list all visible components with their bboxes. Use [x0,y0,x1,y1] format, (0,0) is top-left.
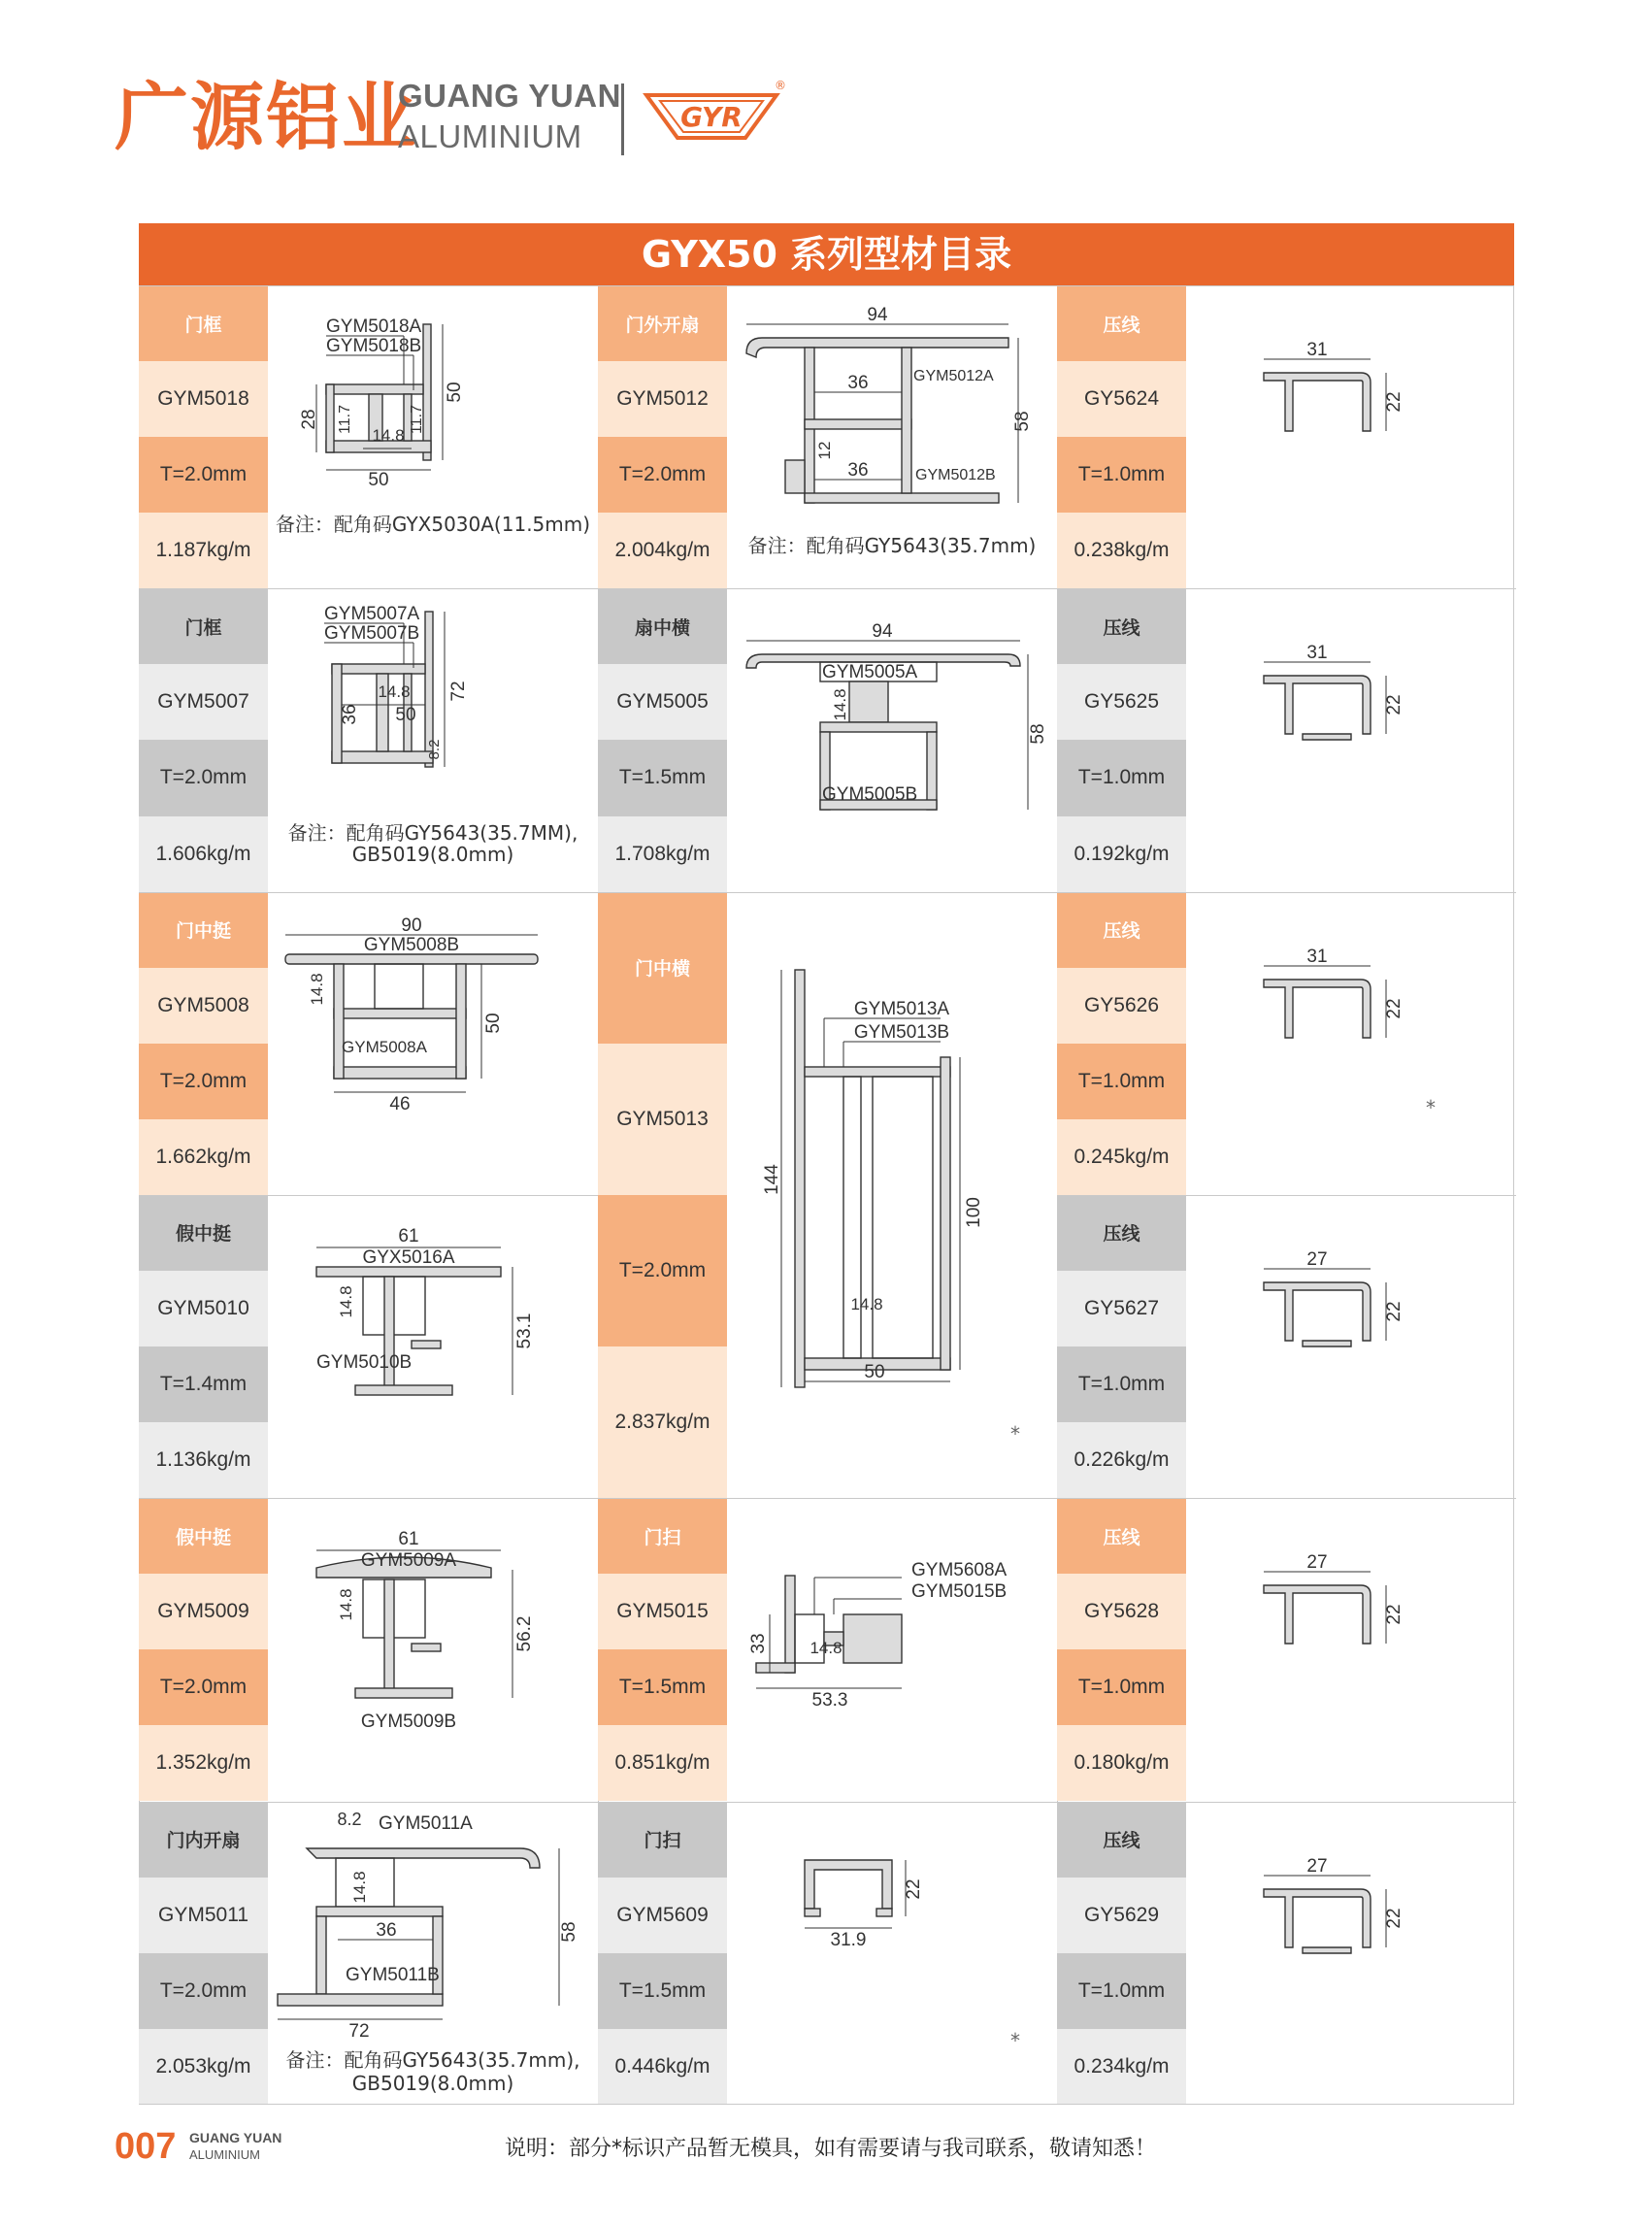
profile-drawing [278,1800,588,2043]
profile-weight: 1.352kg/m [139,1725,268,1801]
profile-drawing [737,295,1047,518]
dimension-label: 36 [847,460,869,481]
dimension-label: 31 [1306,643,1328,664]
profile-name: 压线 [1057,285,1186,361]
row-border [139,588,598,589]
dimension-label: 22 [1384,391,1404,413]
profile-weight: 1.708kg/m [598,816,727,892]
bead-profile-drawing [1254,643,1448,792]
registered-mark: ® [775,79,786,92]
profile-weight: 0.245kg/m [1057,1119,1186,1195]
bead-profile-drawing [1254,1248,1448,1399]
profile-part [1264,373,1371,431]
profile-code: GYM5013 [598,1044,727,1195]
row-border [1057,1498,1516,1499]
profile-part [334,1067,466,1079]
profile-name: 假中挺 [139,1195,268,1271]
profile-name: 门扫 [598,1802,727,1878]
dimension-label: 14.8 [308,973,326,1006]
profile-part [278,1994,443,2006]
profile-part [1264,980,1371,1038]
dimension-label: 14.8 [350,1870,369,1904]
dimension-label: 14.8 [378,682,411,702]
dimension-label: 8.2 [337,1809,362,1829]
dimension-label: 22 [1384,998,1404,1019]
profile-code: GYM5609 [598,1878,727,1953]
row-border [1057,1802,1516,1803]
profile-code: GYM5012 [598,361,727,437]
profile-code: GY5628 [1057,1574,1186,1649]
profile-name: 门中挺 [139,892,268,968]
profile-code: GYM5011 [139,1878,268,1953]
dimension-label: 50 [864,1361,885,1382]
profile-thickness: T=1.5mm [598,1649,727,1725]
profile-part [927,732,937,810]
profile-thickness: T=1.0mm [1057,1346,1186,1422]
profile-weight: 1.662kg/m [139,1119,268,1195]
profile-thickness: T=2.0mm [139,1649,268,1725]
profile-thickness: T=1.4mm [139,1346,268,1422]
profile-part [1264,1282,1371,1341]
catalog-title: GYX50 系列型材目录 [139,223,1514,285]
dimension-label: 94 [867,305,888,325]
profile-drawing [299,305,501,509]
profile-part [785,1576,795,1673]
part-label: GYM5013A [853,998,950,1019]
dimension-label: 14.8 [372,426,405,445]
profile-weight: 1.136kg/m [139,1422,268,1498]
profile-part [412,1341,441,1348]
profile-part [843,1614,902,1663]
profile-name: 门框 [139,588,268,664]
profile-thickness: T=2.0mm [139,1953,268,2029]
brand-header [115,76,988,163]
dimension-label: 22 [904,1878,924,1900]
table-border [139,285,1514,286]
profile-drawing [307,598,501,802]
row-border [598,1498,1057,1499]
profile-part [849,681,888,722]
profile-part [332,751,433,763]
row-border [139,1498,598,1499]
dimension-label: 61 [398,1225,419,1246]
no-mold-star: * [1426,1095,1436,1119]
profile-thickness: T=2.0mm [139,437,268,513]
profile-part [384,1579,394,1696]
dimension-label: 36 [340,704,360,725]
profile-drawing [297,1205,549,1438]
profile-part [876,1909,892,1916]
profile-weight: 0.180kg/m [1057,1725,1186,1801]
profile-weight: 2.053kg/m [139,2029,268,2105]
profile-weight: 2.004kg/m [598,513,727,588]
profile-name: 压线 [1057,1802,1186,1878]
profile-code: GY5629 [1057,1878,1186,1953]
bead-profile-drawing [1254,1855,1448,2006]
dimension-label: 22 [1384,1604,1404,1625]
dimension-label: 27 [1306,1552,1328,1574]
profile-name: 压线 [1057,588,1186,664]
profile-drawing [762,950,999,1407]
profile-name: 压线 [1057,892,1186,968]
profile-part [326,384,334,452]
profile-part [334,964,344,1079]
profile-part [334,1009,466,1018]
dimension-label: 12 [815,441,834,460]
part-label: GYM5018A [326,316,422,337]
profile-thickness: T=2.0mm [598,1195,727,1346]
profile-name: 压线 [1057,1195,1186,1271]
profile-weight: 1.606kg/m [139,816,268,892]
part-label: GYM5005A [822,662,918,683]
part-label: GYM5012A [913,368,994,384]
profile-part [332,664,425,674]
row-border [139,1195,598,1196]
profile-part [746,338,1008,357]
dimension-label: 11.7 [409,405,425,434]
dimension-label: 100 [964,1196,984,1228]
bead-profile-drawing [1254,946,1448,1096]
bead-profile-drawing [1254,1552,1448,1702]
dimension-label: 27 [1306,1855,1328,1877]
profile-part [805,493,999,503]
profile-code: GYM5005 [598,664,727,740]
profile-part [316,1916,326,1994]
part-label: GYM5013B [853,1021,950,1043]
part-label: GYM5005B [822,784,918,806]
row-border [598,588,1057,589]
dimension-label: 50 [445,382,465,403]
table-border [139,2104,1514,2105]
profile-name: 压线 [1057,1498,1186,1574]
profile-part [285,954,538,964]
profile-thickness: T=1.0mm [1057,1953,1186,2029]
footer-brand-line1: GUANG YUAN [189,2130,282,2145]
dimension-label: 56.2 [514,1615,535,1652]
dimension-label: 58 [1012,411,1033,432]
profile-code: GY5626 [1057,968,1186,1044]
dimension-label: 144 [762,1163,782,1195]
dimension-label: 53.1 [514,1313,535,1349]
profile-code: GY5624 [1057,361,1186,437]
dimension-label: 22 [1384,1907,1404,1929]
profile-thickness: T=2.0mm [139,1044,268,1119]
row-border [1057,1195,1516,1196]
brand-mark-icon [639,78,784,155]
profile-thickness: T=1.0mm [1057,1044,1186,1119]
profile-thickness: T=1.0mm [1057,740,1186,815]
profile-code: GYM5010 [139,1271,268,1346]
dimension-label: 61 [398,1529,419,1550]
profile-thickness: T=1.5mm [598,1953,727,2029]
profile-part [1303,734,1351,740]
profile-part [805,1860,892,1909]
dimension-label: 14.8 [337,1285,355,1318]
profile-drawing [746,1517,1038,1731]
profile-thickness: T=1.0mm [1057,1649,1186,1725]
logo-english-line2: ALUMINIUM [398,118,582,154]
profile-code: GYM5018 [139,361,268,437]
dimension-label: 27 [1306,1248,1328,1270]
part-label: GYM5012B [915,467,996,483]
profile-name: 门外开扇 [598,285,727,361]
profile-part [820,722,937,732]
profile-table [139,285,1514,2105]
profile-part [1303,1341,1351,1346]
footer-note: 说明：部分*标识产品暂无模具，如有需要请与我司联系，敬请知悉！ [505,2137,1157,2161]
profile-code: GYM5007 [139,664,268,740]
dimension-label: 36 [376,1919,397,1941]
profile-part [326,384,423,394]
profile-code: GY5625 [1057,664,1186,740]
dimension-label: 50 [395,705,416,726]
profile-part [1303,1947,1351,1953]
profile-part [902,348,911,493]
profile-part [805,419,911,429]
remark-note-line2: GB5019(8.0mm) [351,843,514,867]
dimension-label: 28 [299,409,319,430]
profile-name: 门框 [139,285,268,361]
part-label: GYM5608A [911,1560,1008,1581]
profile-name: 门中横 [598,892,727,1044]
profile-code: GY5627 [1057,1271,1186,1346]
profile-part [375,964,423,1009]
part-label: GYM5015B [911,1581,1008,1603]
part-label: GYM5009B [360,1712,457,1733]
profile-weight: 0.192kg/m [1057,816,1186,892]
profile-name: 门内开扇 [139,1802,268,1878]
profile-part [316,1267,501,1277]
profile-weight: 1.187kg/m [139,513,268,588]
profile-weight: 0.226kg/m [1057,1422,1186,1498]
dimension-label: 94 [872,621,893,643]
brand-mark-text: GYR [680,101,743,133]
profile-drawing [297,1508,549,1750]
profile-weight: 0.446kg/m [598,2029,727,2105]
part-label: GYM5008A [342,1037,427,1056]
dimension-label: 33 [748,1633,769,1654]
remark-note: 备注：配角码GY5643(35.7mm), [285,2047,580,2072]
logo-english-line1: GUANG YUAN [398,78,621,114]
part-label: GYM5009A [360,1550,457,1572]
dimension-label: 22 [1384,1301,1404,1322]
profile-part [456,964,466,1079]
row-border [1057,588,1516,589]
part-label: GYM5011B [346,1964,440,1985]
profile-weight: 0.238kg/m [1057,513,1186,588]
dimension-label: 50 [483,1013,504,1034]
profile-part [355,1385,452,1395]
profile-part [412,1644,441,1651]
remark-note: 备注：配角码GYX5030A(11.5mm) [275,513,591,536]
part-label: GYM5010B [316,1351,413,1373]
dimension-label: 14.8 [809,1639,843,1658]
part-label: GYX5016A [362,1246,455,1268]
row-border [598,1802,1057,1803]
dimension-label: 90 [401,914,422,936]
profile-part [384,1277,394,1393]
profile-part [1264,676,1371,734]
dimension-label: 53.3 [811,1690,848,1712]
profile-weight: 0.851kg/m [598,1725,727,1801]
dimension-label: 22 [1384,694,1404,715]
dimension-label: 14.8 [831,688,849,721]
dimension-label: 31.9 [830,1929,867,1950]
part-label: GYM5008B [363,934,460,955]
dimension-label: 58 [1028,723,1048,745]
profile-code: GYM5008 [139,968,268,1044]
part-label: GYM5018B [326,336,422,356]
profile-part [1264,1585,1371,1644]
profile-name: 扇中横 [598,588,727,664]
profile-code: GYM5015 [598,1574,727,1649]
dimension-label: 31 [1306,946,1328,967]
dimension-label: 72 [348,2020,370,2042]
footer-brand-line2: ALUMINIUM [189,2147,260,2162]
profile-drawing [795,1841,950,1967]
dimension-label: 31 [1306,340,1328,360]
dimension-label: 50 [368,470,389,490]
profile-thickness: T=1.5mm [598,740,727,815]
part-label: GYM5007B [324,623,420,645]
no-mold-star: * [1010,2028,1020,2052]
dimension-label: 14.8 [337,1588,355,1621]
profile-drawing [278,912,530,1135]
row-border [139,892,598,893]
profile-part [355,1688,452,1698]
part-label: GYM5011A [379,1812,473,1834]
profile-part [1264,1889,1371,1947]
logo-separator [621,83,624,155]
dimension-label: 8.2 [426,739,443,760]
profile-weight: 2.837kg/m [598,1346,727,1498]
part-label: GYM5007A [324,604,420,625]
dimension-label: 36 [847,373,869,393]
remark-note-line2: GB5019(8.0mm) [351,2071,514,2095]
bead-profile-drawing [1254,340,1448,489]
dimension-label: 14.8 [850,1294,883,1313]
profile-drawing [737,608,1057,831]
dimension-label: 11.7 [337,405,353,434]
row-border [1057,892,1516,893]
profile-part [316,1907,443,1916]
profile-part [873,1077,933,1358]
remark-note: 备注：配角码GY5643(35.7MM), [287,821,578,846]
no-mold-star: * [1010,1422,1020,1446]
profile-part [423,324,431,460]
profile-code: GYM5009 [139,1574,268,1649]
page-number: 007 [115,2126,177,2167]
remark-note: 备注：配角码GY5643(35.7mm) [747,534,1037,557]
dimension-label: 46 [389,1093,411,1114]
profile-thickness: T=1.0mm [1057,437,1186,513]
dimension-label: 58 [559,1920,579,1943]
profile-weight: 0.234kg/m [1057,2029,1186,2105]
profile-name: 门扫 [598,1498,727,1574]
profile-part [756,1663,795,1673]
profile-part [785,460,805,493]
dimension-label: 72 [448,681,469,702]
profile-part [805,1067,950,1077]
profile-part [941,1057,950,1370]
profile-name: 假中挺 [139,1498,268,1574]
logo-chinese: 广源铝业 [115,74,417,160]
profile-part [843,1077,861,1358]
profile-thickness: T=2.0mm [598,437,727,513]
row-border [598,892,1057,893]
profile-thickness: T=2.0mm [139,740,268,815]
profile-part [795,970,805,1387]
profile-part [805,1909,820,1916]
